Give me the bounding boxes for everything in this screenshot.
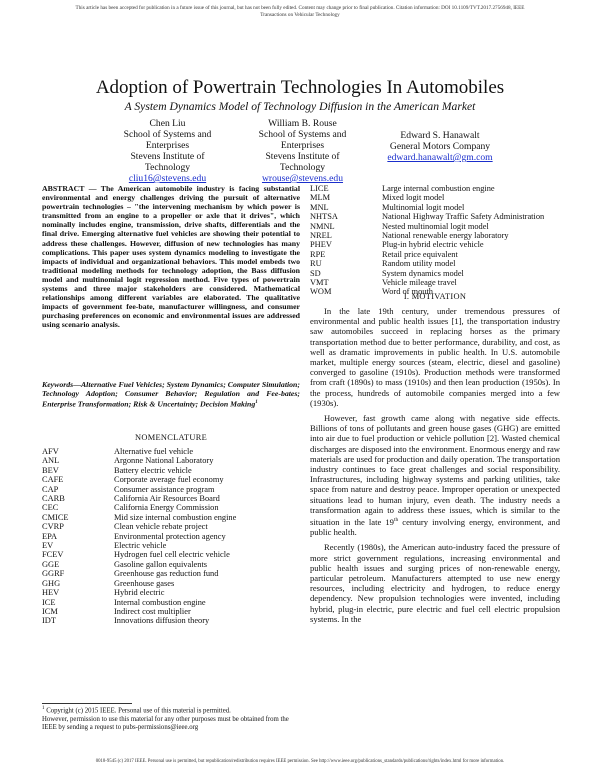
copyright-footer: 0018-9545 (c) 2017 IEEE. Personal use is permitted, but republication/redistribution requires IEEE permission. See http://www.ieee.org/publications_standards/publications/rights/index.html for more information. (95, 759, 505, 764)
nomenclature-row (42, 503, 300, 512)
nomenclature-row (42, 616, 300, 625)
nomenclature-row (310, 231, 560, 240)
nomenclature-definition: Mixed logit model (382, 193, 445, 203)
nomenclature-definition: California Air Resources Board (114, 494, 220, 504)
nomenclature-definition: Indirect cost multiplier (114, 606, 191, 616)
keywords-text: Keywords—Alternative Fuel Vehicles; System Dynamics; Computer Simulation; Technology Adoption; Consumer Behavior; Regulation and Fee-bates; Enterprise Transformation; Risk & Uncertainty; Decision Making (42, 380, 300, 409)
nomenclature-abbreviation: BEV (42, 465, 59, 475)
nomenclature-abbreviation: ICE (42, 597, 56, 607)
nomenclature-table-left (42, 447, 300, 626)
nomenclature-definition: Greenhouse gases (114, 578, 175, 588)
nomenclature-row (310, 240, 560, 249)
footnote-line1 (42, 705, 300, 716)
paragraph-2-sup: th (393, 517, 399, 524)
nomenclature-abbreviation: CEC (42, 503, 59, 513)
nomenclature-row (42, 456, 300, 465)
paper-subtitle: A System Dynamics Model of Technology Diffusion in the American Market (124, 100, 476, 113)
nomenclature-definition: National renewable energy laboratory (382, 231, 509, 241)
paragraph-2 (310, 413, 560, 537)
nomenclature-abbreviation: CARB (42, 494, 65, 504)
nomenclature-abbreviation: SD (310, 268, 321, 278)
author-affiliation: School of Systems and Enterprises (258, 129, 347, 151)
author-affiliation: School of Systems and Enterprises (123, 129, 212, 151)
nomenclature-abbreviation: CMICE (42, 512, 69, 522)
nomenclature-definition: Innovations diffusion theory (114, 616, 210, 626)
nomenclature-row (42, 569, 300, 578)
nomenclature-row (42, 485, 300, 494)
journal-notice (0, 5, 600, 19)
author-name: Edward S. Hanawalt (400, 130, 480, 141)
keywords-footnote-mark: 1 (255, 400, 258, 406)
nomenclature-abbreviation: NREL (310, 231, 332, 241)
nomenclature-row (310, 212, 560, 221)
author-block-2 (245, 118, 360, 184)
nomenclature-row (42, 560, 300, 569)
nomenclature-abbreviation: MLM (310, 193, 331, 203)
footnote-mark: 1 (42, 706, 45, 711)
author-block-3 (365, 130, 515, 163)
abstract (42, 184, 300, 330)
author-block-1 (110, 118, 225, 184)
nomenclature-abbreviation: GHG (42, 578, 61, 588)
nomenclature-heading: NOMENCLATURE (135, 433, 207, 442)
nomenclature-abbreviation: IDT (42, 616, 56, 626)
nomenclature-row (310, 269, 560, 278)
nomenclature-row (42, 550, 300, 559)
nomenclature-definition: Environmental protection agency (114, 531, 226, 541)
nomenclature-abbreviation: CAFE (42, 475, 64, 485)
journal-notice-line1: This article has been accepted for publication in a future issue of this journal, but has not been fully edited. Content may change prior to final publication. Citation information: DOI 10.1109/TVT.2017.2756948, IEEE (75, 5, 525, 11)
nomenclature-abbreviation: LICE (310, 184, 329, 193)
journal-notice-line2: Transactions on Vehicular Technology (260, 12, 340, 18)
nomenclature-definition: System dynamics model (382, 268, 464, 278)
nomenclature-row (42, 447, 300, 456)
author-email-link[interactable]: edward.hanawalt@gm.com (387, 152, 493, 163)
footnote-line2: However, permission to use this material for any other purposes must be obtained from the IEEE by sending a request to pubs-permissions@ieee.org (42, 715, 289, 732)
footnote (42, 705, 300, 733)
nomenclature-abbreviation: AFV (42, 447, 59, 456)
author-email-link[interactable]: cliu16@stevens.edu (128, 173, 207, 184)
nomenclature-table-right (310, 184, 560, 297)
nomenclature-abbreviation: RPE (310, 249, 326, 259)
nomenclature-row (42, 607, 300, 616)
section-heading-motivation: I. MOTIVATION (403, 292, 467, 301)
nomenclature-abbreviation: HEV (42, 588, 60, 598)
nomenclature-row (310, 259, 560, 268)
nomenclature-definition: Greenhouse gas reduction fund (114, 569, 219, 579)
nomenclature-definition: Hybrid electric (114, 588, 165, 598)
paragraph-2-text-b: century involving energy, environment, and public health. (310, 516, 560, 538)
paragraph-2-text-a: However, fast growth came along with negative side effects. Billions of tons of pollutants and green house gases (GHG) are emitted into air due to fuel production or vehicle pollution [2]. Wasted chemical discharges are disposed into the environment. Enormous energy and raw materials are used for production and daily operation. The transportation industry continues to face great challenges and social responsibility. Infrastructures, including highway systems and parking utilities, take space from nature and destroy peace. Improper operation or unexpected situations lead to human injury, even death. The industry needs a transformation again to address these issues, which is similar to the situation in the late 19 (310, 413, 560, 527)
nomenclature-row (310, 250, 560, 259)
abstract-text: ABSTRACT — The American automobile industry is facing substantial environmental and energy challenges driving the pursuit of alternative powertrain technologies – "the intervening mechanism by which power is transmitted from an engine to a propeller or axle that it drives", which nominally includes engine, transmission, drive shafts, differentials and the final drive. Emerging alternative fuel vehicles are showing their potential to address these challenges. However, diffusion of new technologies has many complications. This paper uses system dynamics modeling to investigate the impacts of individual and organizational behaviors. This model embeds two traditional modeling methods for technology adoption, the Bass diffusion model and multinomial logit regression method. Five types of powertrain systems and three major stakeholders are considered. Mathematical relationships among different variables are elaborated. The qualitative impacts of government fee-bate, manufacturer willingness, and consumer purchasing preferences on economic and environmental issues are addressed using scenario analysis. (42, 184, 300, 330)
nomenclature-definition: Plug-in hybrid electric vehicle (382, 240, 484, 250)
nomenclature-row (42, 475, 300, 484)
nomenclature-row (42, 513, 300, 522)
nomenclature-abbreviation: CAP (42, 484, 59, 494)
nomenclature-row (42, 466, 300, 475)
footnote-line1-text: Copyright (c) 2015 IEEE. Personal use of this material is permitted. (44, 707, 231, 715)
nomenclature-abbreviation: ICM (42, 606, 58, 616)
paper-title: Adoption of Powertrain Technologies In Automobiles (95, 77, 505, 98)
nomenclature-definition: Corporate average fuel economy (114, 475, 224, 485)
nomenclature-abbreviation: CVRP (42, 522, 64, 532)
nomenclature-definition: Multinomial logit model (382, 202, 465, 212)
nomenclature-row (42, 522, 300, 531)
nomenclature-row (310, 203, 560, 212)
nomenclature-row (42, 579, 300, 588)
nomenclature-definition: Retail price equivalent (382, 249, 458, 259)
nomenclature-definition: Word of mouth (382, 287, 433, 297)
nomenclature-abbreviation: PHEV (310, 240, 332, 250)
author-name: William B. Rouse (268, 118, 337, 129)
nomenclature-definition: Large internal combustion engine (382, 184, 495, 193)
nomenclature-definition: Battery electric vehicle (114, 465, 192, 475)
nomenclature-abbreviation: NHTSA (310, 212, 338, 222)
author-name: Chen Liu (149, 118, 186, 129)
author-institution: Stevens Institute of Technology (130, 151, 205, 173)
nomenclature-definition: California Energy Commission (114, 503, 219, 513)
nomenclature-definition: Alternative fuel vehicle (114, 447, 194, 456)
nomenclature-definition: Nested multinomial logit model (382, 221, 489, 231)
nomenclature-abbreviation: EPA (42, 531, 58, 541)
nomenclature-abbreviation: GGRF (42, 569, 65, 579)
nomenclature-abbreviation: ANL (42, 456, 60, 466)
nomenclature-abbreviation: EV (42, 541, 54, 551)
footnote-rule (42, 703, 132, 704)
nomenclature-row (42, 541, 300, 550)
nomenclature-definition: Vehicle mileage travel (382, 278, 457, 288)
nomenclature-definition: Gasoline gallon equivalents (114, 559, 208, 569)
nomenclature-definition: Consumer assistance program (114, 484, 215, 494)
nomenclature-row (310, 278, 560, 287)
nomenclature-abbreviation: GGE (42, 559, 60, 569)
nomenclature-abbreviation: RU (310, 259, 322, 269)
nomenclature-row (42, 588, 300, 597)
section-body (310, 306, 560, 629)
nomenclature-row (42, 494, 300, 503)
nomenclature-definition: Clean vehicle rebate project (114, 522, 208, 532)
nomenclature-definition: Hydrogen fuel cell electric vehicle (114, 550, 230, 560)
nomenclature-abbreviation: NMNL (310, 221, 335, 231)
nomenclature-definition: Mid size internal combustion engine (114, 512, 237, 522)
nomenclature-abbreviation: MNL (310, 202, 329, 212)
nomenclature-definition: Internal combustion engine (114, 597, 206, 607)
nomenclature-definition: National Highway Traffic Safety Administration (382, 212, 545, 222)
nomenclature-abbreviation: FCEV (42, 550, 64, 560)
nomenclature-definition: Electric vehicle (114, 541, 167, 551)
nomenclature-abbreviation: VMT (310, 278, 329, 288)
nomenclature-row (42, 532, 300, 541)
nomenclature-row (310, 222, 560, 231)
paragraph-1: In the late 19th century, under tremendous pressures of environmental and public health issues [1], the transportation industry saw automobiles succeed in replacing horses as the primary transportation method due to better performance, durability, and cost, as well as dramatic improvements in public health. In U.S. automobile market, multiple energy sources (steam, electric, diesel and gasoline) converged to gasoline (1910s). Production methods were transformed from craft (1890s) to mass (1910s) and then lean production (1950s). In the process, hundreds of automobile companies merged into a few (1930s). (310, 306, 560, 408)
paragraph-3: Recently (1980s), the American auto-industry faced the pressure of more strict government regulations, increasing environmental and public health issues and surging prices of non-renewable energy, particular petroleum. Manufacturers attempted to use new energy resources, including electricity and hydrogen, to reduce energy dependency. New propulsion technologies were invented, including hybrid, plug-in electric, pure electric and fuel cell electric propulsion systems. In the (310, 542, 560, 624)
keywords (42, 380, 300, 409)
nomenclature-row (310, 184, 560, 193)
nomenclature-row (310, 193, 560, 202)
author-affiliation: General Motors Company (389, 141, 491, 152)
author-institution: Stevens Institute of Technology (265, 151, 340, 173)
author-email-link[interactable]: wrouse@stevens.edu (261, 173, 344, 184)
nomenclature-row (42, 598, 300, 607)
nomenclature-abbreviation: WOM (310, 287, 332, 297)
nomenclature-definition: Argonne National Laboratory (114, 456, 214, 466)
nomenclature-definition: Random utility model (382, 259, 456, 269)
